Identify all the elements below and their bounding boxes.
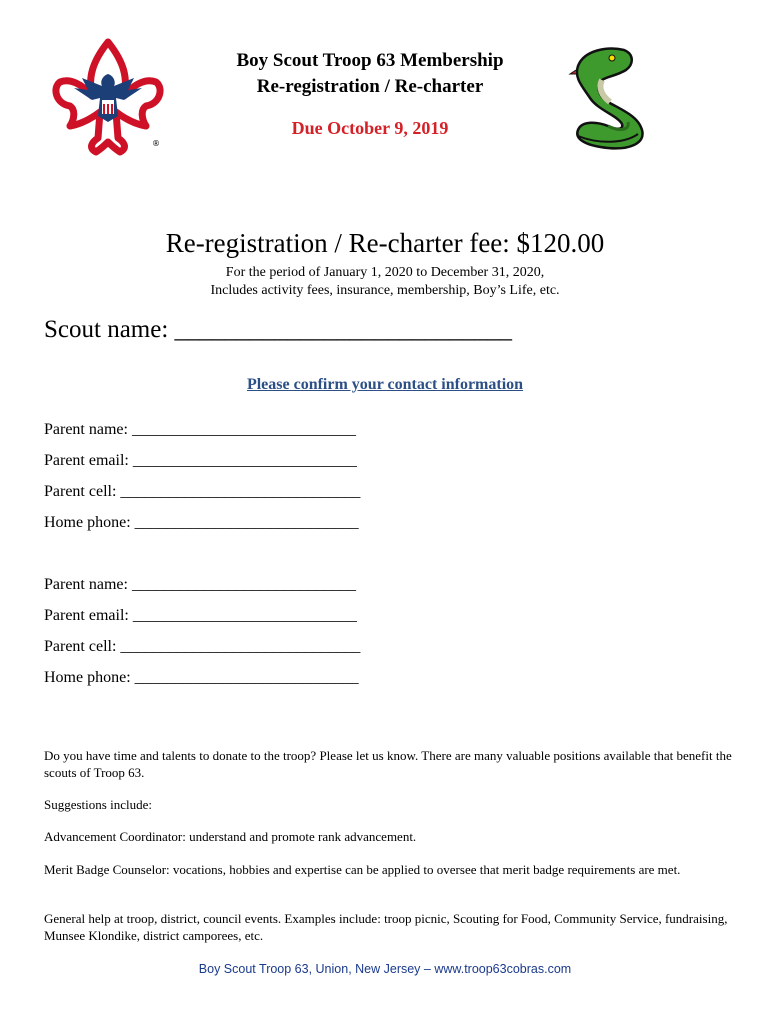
fee-headline: Re-registration / Re-charter fee: $120.00 — [165, 228, 605, 258]
parent-name-field[interactable]: Parent name: ____________________________ — [44, 421, 356, 438]
form-title-line2: Re-registration / Re-charter — [256, 76, 484, 97]
footer-contact: Boy Scout Troop 63, Union, New Jersey – www.troop63cobras.com — [198, 962, 572, 976]
volunteer-intro: Do you have time and talents to donate to the troop? Please let us know. There are many valuable positions available that benefit the scouts of Troop 63. — [44, 748, 732, 780]
fee-period-line2: Includes activity fees, insurance, membership, Boy’s Life, etc. — [210, 283, 560, 298]
home-phone-field[interactable]: Home phone: ____________________________ — [44, 669, 359, 686]
parent-name-field[interactable]: Parent name: ____________________________ — [44, 576, 356, 593]
parent-cell-field[interactable]: Parent cell: ______________________________ — [44, 483, 361, 500]
confirm-contact-heading: Please confirm your contact information — [246, 376, 524, 393]
fee-period-line1: For the period of January 1, 2020 to December 31, 2020, — [225, 265, 545, 280]
suggestions-label: Suggestions include: — [44, 797, 152, 812]
parent-email-field[interactable]: Parent email: ____________________________ — [44, 452, 357, 469]
parent-email-field[interactable]: Parent email: ____________________________ — [44, 607, 357, 624]
svg-text:®: ® — [152, 139, 160, 148]
home-phone-field[interactable]: Home phone: ____________________________ — [44, 514, 359, 531]
parent-cell-field[interactable]: Parent cell: ______________________________ — [44, 638, 361, 655]
form-title-line1: Boy Scout Troop 63 Membership — [236, 50, 504, 71]
general-help-text: General help at troop, district, council events. Examples include: troop picnic, Scouting for Food, Community Service, fundraising, Munsee Klondike, district camporees, etc. — [44, 911, 728, 943]
cobra-mascot-logo — [568, 46, 664, 152]
scout-name-field[interactable]: Scout name: ___________________________ — [44, 316, 513, 343]
due-date: Due October 9, 2019 — [291, 118, 449, 138]
merit-badge-counselor-text: Merit Badge Counselor: vocations, hobbies and expertise can be applied to oversee that merit badge requirements are met. — [44, 862, 681, 877]
bsa-fleur-de-lis-logo — [52, 38, 164, 158]
advancement-coordinator-text: Advancement Coordinator: understand and promote rank advancement. — [44, 829, 417, 844]
